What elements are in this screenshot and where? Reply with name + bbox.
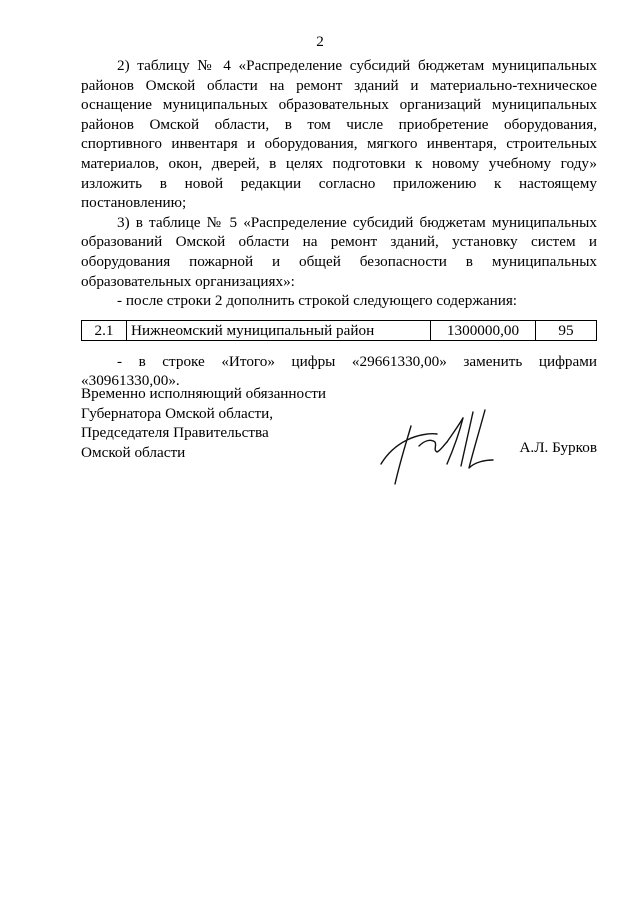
subsidy-amount-cell: 1300000,00 [431,320,536,340]
signatory-title-line: Председателя Правительства [81,424,269,442]
signatory-title-line: Временно исполняющий обязанности [81,385,327,402]
signatory-title-line: Омской области [81,443,186,461]
signature-block [81,384,597,494]
signatory-title-line: Губернатора Омской области, [81,404,274,422]
document-body [81,56,597,391]
paragraph-table4: 2) таблицу № 4 «Распределение субсидий бюджетам муниципальных районов Омской области на ремонт зданий и материально-техническое оснащение муниципальных образовательных организаций муниципальных районов Омской области, в том числе приобретение оборудования, спортивного инвентаря и оборудования, мягкого инвентаря, строительных материалов, окон, дверей, в целях подготовки к новому учебному году» изложить в новой редакции согласно приложению к настоящему постановлению; [81,57,597,212]
handwritten-signature [377,406,517,486]
row-number-cell: 2.1 [82,320,127,340]
paragraph-table5: 3) в таблице № 5 «Распределение субсидий бюджетам муниципальных образований Омской области на ремонт зданий, установку систем и оборудования пожарной и общей безопасности в муниципальных образовательных организациях»: [81,213,597,290]
district-name-cell: Нижнеомский муниципальный район [127,320,431,340]
paragraph-replace-total: - в строке «Итого» цифры «29661330,00» заменить цифрами «30961330,00». [81,352,597,390]
percent-cell: 95 [536,320,597,340]
table-row [82,320,597,340]
signatory-name: А.Л. Бурков [519,439,597,456]
page-number: 2 [316,33,324,50]
paragraph-add-row: - после строки 2 дополнить строкой следующего содержания: [117,292,518,310]
inserted-row-table [81,320,597,341]
